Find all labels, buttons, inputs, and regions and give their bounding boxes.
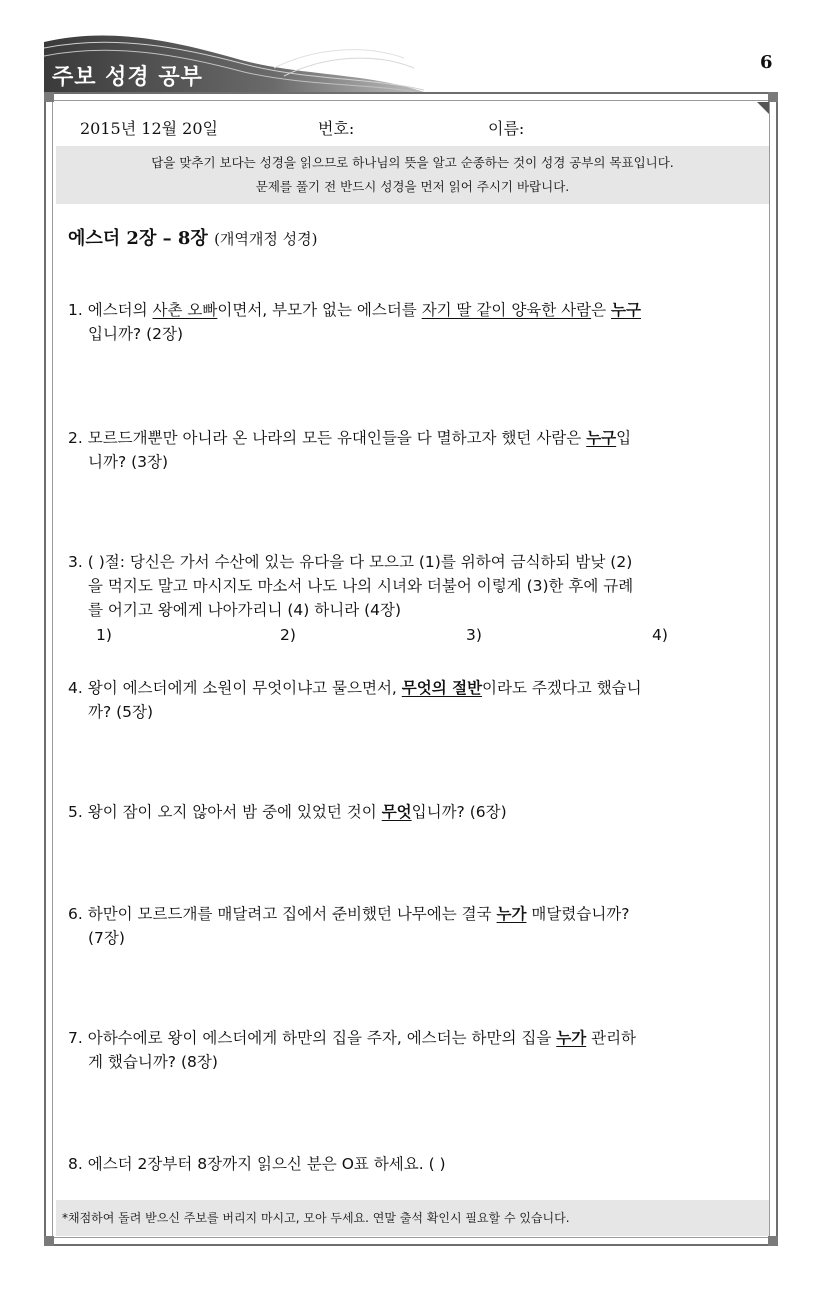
frame-corner-top-left: [44, 92, 54, 102]
q6-keyword: 누가: [496, 905, 527, 923]
q6-text: 매달렸습니까?: [526, 905, 630, 923]
q4-text: 4. 왕이 에스더에게 소원이 무엇이냐고 물으면서,: [68, 679, 402, 697]
q2-keyword: 누구: [586, 429, 617, 447]
q8-text: 8. 에스더 2장부터 8장까지 읽으신 분은 O표 하세요. ( ): [68, 1155, 446, 1173]
q1-text-cont: 입니까? (2장): [88, 325, 184, 343]
section-title-main: 에스더 2장 – 8장: [68, 228, 208, 249]
q2-text: 2. 모르드개뿐만 아니라 온 나라의 모든 유대인들을 다 멸하고자 했던 사람은: [68, 429, 587, 447]
section-title: [68, 224, 318, 250]
q7-text-cont: 게 했습니까? (8장): [88, 1053, 218, 1071]
question-6: [68, 902, 768, 950]
question-5: [68, 800, 768, 824]
notice-line-1: 답을 맞추기 보다는 성경을 읽으므로 하나님의 뜻을 알고 순종하는 것이 성경 공부의 목표입니다.: [151, 155, 674, 170]
q2-text: 입: [616, 429, 632, 447]
frame-corner-bottom-right: [768, 1236, 778, 1246]
section-subtitle: (개역개정 성경): [214, 230, 318, 248]
number-label: 번호:: [318, 119, 355, 138]
question-1: [68, 298, 768, 346]
q3-blank-2: 2): [280, 626, 296, 644]
q6-text-cont: (7장): [88, 929, 125, 947]
question-4: [68, 676, 768, 724]
q3-blank-4: 4): [652, 626, 668, 644]
q6-text: 6. 하만이 모르드개를 매달려고 집에서 준비했던 나무에는 결국: [68, 905, 497, 923]
q3-line-3: 를 어기고 왕에게 나아가리니 (4) 하니라 (4장): [88, 601, 402, 619]
q4-keyword: 무엇의 절반: [401, 679, 483, 697]
q1-text: 은: [591, 301, 612, 319]
page-number: 6: [760, 52, 773, 73]
q7-text: 관리하: [586, 1029, 637, 1047]
q5-text: 입니까? (6장): [411, 803, 507, 821]
q1-text: 이면서, 부모가 없는 에스더를: [217, 301, 422, 319]
q3-line-1: 3. ( )절: 당신은 가서 수산에 있는 유다을 다 모으고 (1)를 위하여 금식하되 밤낮 (2): [68, 553, 633, 571]
q5-keyword: 무엇: [381, 803, 412, 821]
q1-keyword: 누구: [611, 301, 641, 319]
question-7: [68, 1026, 768, 1074]
q7-keyword: 누가: [556, 1029, 587, 1047]
question-3: [68, 550, 768, 622]
footer-note: *채점하여 돌려 받으신 주보를 버리지 마시고, 모아 두세요. 연말 출석 확인시 필요할 수 있습니다.: [56, 1200, 769, 1236]
q4-text: 이라도 주겠다고 했습니: [482, 679, 642, 697]
q2-text-cont: 니까? (3장): [88, 453, 169, 471]
notice-box: [56, 146, 769, 204]
question-8: [68, 1152, 768, 1176]
q7-text: 7. 아하수에로 왕이 에스더에게 하만의 집을 주자, 에스더는 하만의 집을: [68, 1029, 557, 1047]
frame-corner-triangle-right: [757, 102, 769, 114]
q4-text-cont: 까? (5장): [88, 703, 154, 721]
q3-line-2: 을 먹지도 말고 마시지도 마소서 나도 나의 시녀와 더불어 이렇게 (3)한 후에 규례: [88, 577, 634, 595]
notice-line-2: 문제를 풀기 전 반드시 성경을 먼저 읽어 주시기 바랍니다.: [255, 179, 570, 194]
q1-underline-2: 자기 딸 같이 양육한 사람: [421, 301, 592, 319]
date-field: 2015년 12월 20일: [80, 119, 218, 138]
q5-text: 5. 왕이 잠이 오지 않아서 밤 중에 있었던 것이: [68, 803, 382, 821]
name-label: 이름:: [488, 119, 525, 138]
question-2: [68, 426, 768, 474]
q3-blank-1: 1): [96, 626, 112, 644]
header-title: 주보 성경 공부: [52, 65, 203, 90]
frame-corner-bottom-left: [44, 1236, 54, 1246]
q1-text: 1. 에스더의: [68, 301, 153, 319]
q3-blank-3: 3): [466, 626, 482, 644]
frame-corner-top-right: [768, 92, 778, 102]
q1-underline-1: 사촌 오빠: [152, 301, 218, 319]
